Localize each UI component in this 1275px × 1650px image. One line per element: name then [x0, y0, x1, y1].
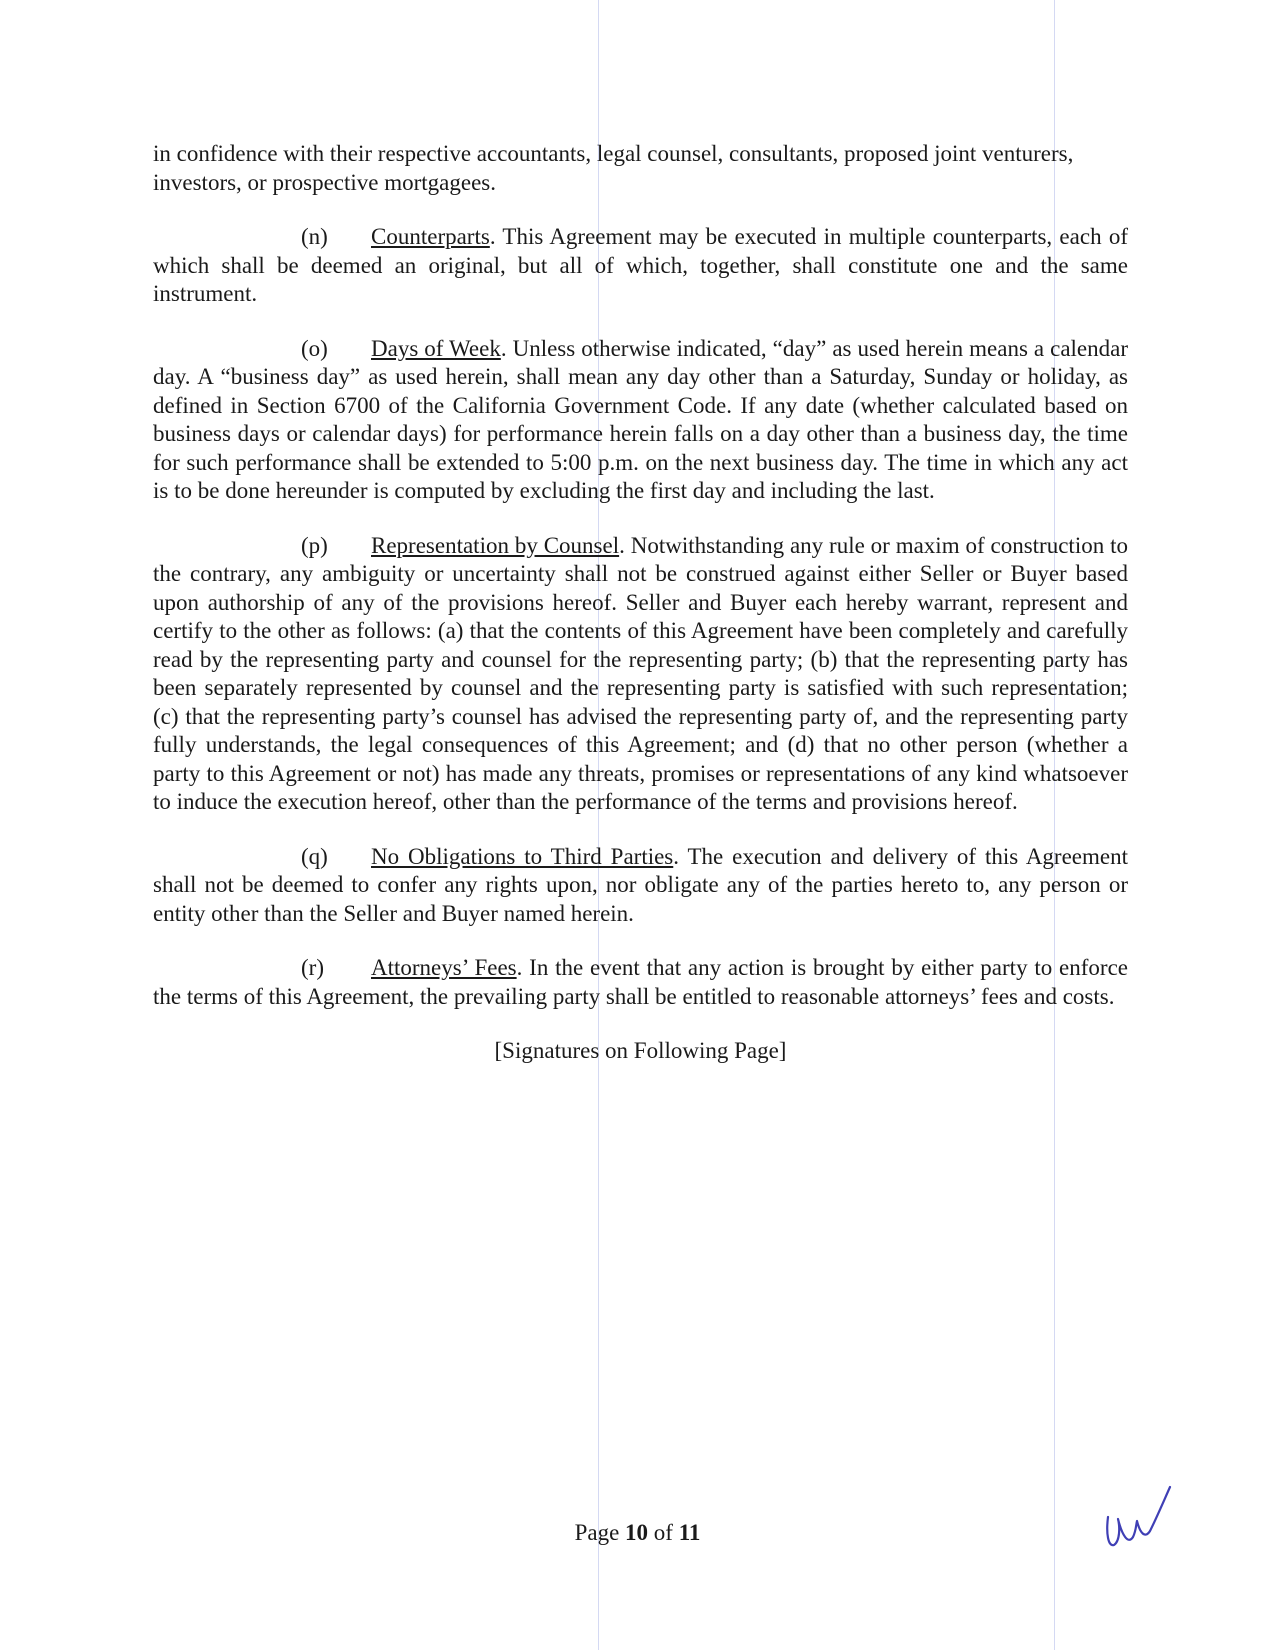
section-label: (o) [301, 335, 328, 361]
section-body: . This Agreement may be executed in multiple counterparts, each of which shall be deemed an original, but all of which, together, shall constitute one and the same instrument. [153, 224, 1128, 306]
section-body: . Notwithstanding any rule or maxim of construction to the contrary, any ambiguity or uncertainty shall not be construed against either Seller or Buyer based upon authorship of any of the provisions hereof. Seller and Buyer each hereby warrant, represent and certify to the other as follows: (a) that the contents of this Agreement have been completely and carefully read by the representing party and counsel for the representing party; (b) that the representing party has been separately represented by counsel and the representing party is satisfied with such representation; (c) that the representing party’s counsel has advised the representing party of, and the representing party fully understands, the legal consequences of this Agreement; and (d) that no other person (whether a party to this Agreement or not) has made any threats, promises or representations of any kind whatsoever to induce the execution hereof, other than the performance of the terms and provisions hereof. [153, 532, 1128, 814]
opening-paragraph [153, 140, 1128, 197]
page-footer [0, 1520, 1275, 1546]
section-title: Representation by Counsel [371, 532, 620, 558]
signature-note: [Signatures on Following Page] [494, 1038, 787, 1063]
section-label: (n) [301, 224, 328, 249]
section-p [153, 532, 1128, 817]
section-title: No Obligations to Third Parties [371, 843, 674, 869]
section-n [153, 223, 1128, 309]
section-label: (q) [301, 843, 328, 869]
section-title: Days of Week [371, 335, 501, 361]
current-page-number: 10 [625, 1520, 649, 1545]
section-q [153, 843, 1128, 929]
opening-text: in confidence with their respective accountants, legal counsel, consultants, proposed joint venturers, investors, or prospective mortgagees. [153, 141, 1074, 195]
total-page-count: 11 [678, 1520, 701, 1545]
section-body: . The execution and delivery of this Agreement shall not be deemed to confer any rights upon, nor obligate any of the parties hereto to, any person or entity other than the Seller and Buyer named herein. [153, 843, 1128, 926]
section-title: Attorneys’ Fees [371, 955, 517, 980]
section-label: (p) [301, 532, 328, 558]
section-title: Counterparts [371, 224, 490, 249]
section-body: . In the event that any action is brought by either party to enforce the terms of this Agreement, the prevailing party shall be entitled to reasonable attorneys’ fees and costs. [153, 955, 1128, 1009]
handwritten-initials-icon [1100, 1475, 1195, 1555]
section-label: (r) [301, 955, 324, 980]
section-r [153, 954, 1128, 1011]
footer-prefix: Page [574, 1520, 620, 1545]
document-body [153, 140, 1128, 1066]
section-o [153, 335, 1128, 506]
section-body: . Unless otherwise indicated, “day” as used herein means a calendar day. A “business day” as used herein, shall mean any day other than a Saturday, Sunday or holiday, as defined in Section 6700 of the California Government Code. If any date (whether calculated based on business days or calendar days) for performance herein falls on a day other than a business day, the time for such performance shall be extended to 5:00 p.m. on the next business day. The time in which any act is to be done hereunder is computed by excluding the first day and including the last. [153, 335, 1129, 503]
footer-separator: of [653, 1520, 673, 1545]
